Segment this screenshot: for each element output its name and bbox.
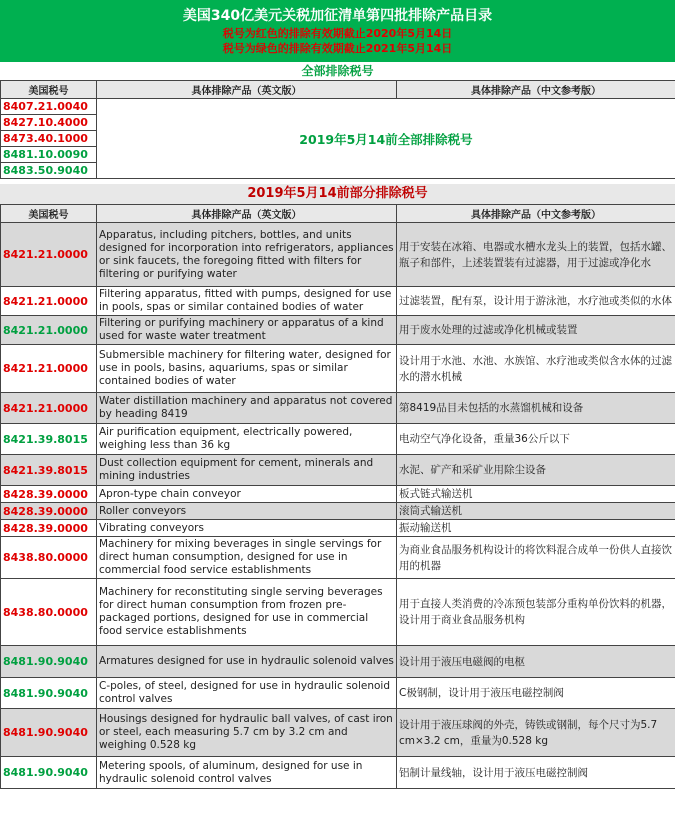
- english-description: Dust collection equipment for cement, minerals and mining industries: [97, 455, 397, 486]
- hs-code: 8438.80.0000: [1, 579, 97, 646]
- section-partial-label: 2019年5月14前部分排除税号: [0, 184, 675, 204]
- table-row: [1, 345, 675, 393]
- hs-code: 8428.39.0000: [1, 503, 97, 520]
- table-row: [1, 424, 675, 455]
- english-description: Machinery for mixing beverages in single servings for direct human consumption, designed for use in commercial food service establishments: [97, 537, 397, 579]
- hs-code: 8421.21.0000: [1, 223, 97, 287]
- chinese-description: C极钢制，设计用于液压电磁控制阀: [397, 678, 675, 709]
- table-row: [1, 455, 675, 486]
- partial-header-row: [1, 205, 675, 223]
- english-description: Apron-type chain conveyor: [97, 486, 397, 503]
- table-row: [1, 223, 675, 287]
- hs-code: 8428.39.0000: [1, 486, 97, 503]
- english-description: Metering spools, of aluminum, designed for use in hydraulic solenoid control valves: [97, 757, 397, 789]
- table-row: [1, 503, 675, 520]
- english-description: Water distillation machinery and apparatus not covered by heading 8419: [97, 393, 397, 424]
- hs-code: 8438.80.0000: [1, 537, 97, 579]
- table-row: [1, 709, 675, 757]
- all-code: 8481.10.0090: [1, 147, 97, 163]
- hs-code: 8421.39.8015: [1, 424, 97, 455]
- all-code: 8427.10.4000: [1, 115, 97, 131]
- chinese-description: 过滤装置，配有泵，设计用于游泳池，水疗池或类似的水体: [397, 287, 675, 316]
- chinese-description: 板式链式输送机: [397, 486, 675, 503]
- chinese-description: 设计用于液压电磁阀的电枢: [397, 646, 675, 678]
- english-description: Air purification equipment, electrically powered, weighing less than 36 kg: [97, 424, 397, 455]
- table-row: [1, 316, 675, 345]
- english-description: Vibrating conveyors: [97, 520, 397, 537]
- hs-code: 8481.90.9040: [1, 709, 97, 757]
- english-description: Filtering or purifying machinery or apparatus of a kind used for waste water treatment: [97, 316, 397, 345]
- chinese-description: 设计用于水池、水池、水族馆、水疗池或类似含水体的过滤水的潜水机械: [397, 345, 675, 393]
- hs-code: 8428.39.0000: [1, 520, 97, 537]
- table-row: [1, 520, 675, 537]
- hs-code: 8421.39.8015: [1, 455, 97, 486]
- col-us-code: 美国税号: [1, 205, 97, 223]
- sheet-title: 美国340亿美元关税加征清单第四批排除产品目录: [182, 8, 493, 24]
- table-row: [1, 287, 675, 316]
- table-row: [1, 757, 675, 789]
- col-chinese: 具体排除产品（中文参考版）: [397, 81, 675, 99]
- table-row: [1, 537, 675, 579]
- all-code: 8473.40.1000: [1, 131, 97, 147]
- table-row: [1, 579, 675, 646]
- col-english: 具体排除产品（英文版）: [97, 81, 397, 99]
- english-description: Submersible machinery for filtering water, designed for use in pools, basins, aquariums, spas or similar contained bodies of water: [97, 345, 397, 393]
- hs-code: 8421.21.0000: [1, 393, 97, 424]
- chinese-description: 水泥、矿产和采矿业用除尘设备: [397, 455, 675, 486]
- col-us-code: 美国税号: [1, 81, 97, 99]
- partial-exclusions-table: [0, 204, 675, 789]
- hs-code: 8421.21.0000: [1, 316, 97, 345]
- english-description: Housings designed for hydraulic ball valves, of cast iron or steel, each measuring 5.7 cm by 3.2 cm and weighing 0.528 kg: [97, 709, 397, 757]
- english-description: Armatures designed for use in hydraulic solenoid valves: [97, 646, 397, 678]
- english-description: Apparatus, including pitchers, bottles, and units designed for incorporation into refrigerators, appliances or sink faucets, the foregoing fitted with filters for filtering or purifying water: [97, 223, 397, 287]
- chinese-description: 用于安装在冰箱、电器或水槽水龙头上的装置，包括水罐、瓶子和部件，上述装置装有过滤器，用于过滤或净化水: [397, 223, 675, 287]
- chinese-description: 滚筒式输送机: [397, 503, 675, 520]
- all-exclusions-table: [0, 80, 675, 179]
- chinese-description: 为商业食品服务机构设计的将饮料混合成单一份供人直接饮用的机器: [397, 537, 675, 579]
- hs-code: 8481.90.9040: [1, 646, 97, 678]
- hs-code: 8481.90.9040: [1, 757, 97, 789]
- english-description: Roller conveyors: [97, 503, 397, 520]
- all-code: 8483.50.9040: [1, 163, 97, 179]
- chinese-description: 铝制计量线轴，设计用于液压电磁控制阀: [397, 757, 675, 789]
- english-description: C-poles, of steel, designed for use in hydraulic solenoid control valves: [97, 678, 397, 709]
- hs-code: 8421.21.0000: [1, 345, 97, 393]
- table-row: [1, 393, 675, 424]
- chinese-description: 用于废水处理的过滤或净化机械或装置: [397, 316, 675, 345]
- title-block: [0, 0, 675, 62]
- all-header-row: [1, 81, 675, 99]
- col-english: 具体排除产品（英文版）: [97, 205, 397, 223]
- table-row: [1, 486, 675, 503]
- table-row: [1, 646, 675, 678]
- english-description: Machinery for reconstituting single serving beverages for direct human consumption from frozen pre-packaged portions, designed for use in commercial food service establishments: [97, 579, 397, 646]
- chinese-description: 第8419品目未包括的水蒸馏机械和设备: [397, 393, 675, 424]
- chinese-description: 用于直接人类消费的冷冻预包装部分重构单份饮料的机器，设计用于商业食品服务机构: [397, 579, 675, 646]
- chinese-description: 电动空气净化设备，重量36公斤以下: [397, 424, 675, 455]
- section-all-label: 全部排除税号: [0, 62, 675, 81]
- hs-code: 8421.21.0000: [1, 287, 97, 316]
- chinese-description: 设计用于液压球阀的外壳，铸铁或钢制，每个尺寸为5.7 cm×3.2 cm，重量为0.528 kg: [397, 709, 675, 757]
- col-chinese: 具体排除产品（中文参考版）: [397, 205, 675, 223]
- all-code: 8407.21.0040: [1, 99, 97, 115]
- english-description: Filtering apparatus, fitted with pumps, designed for use in pools, spas or similar contained bodies of water: [97, 287, 397, 316]
- chinese-description: 振动输送机: [397, 520, 675, 537]
- green-validity-note: 税号为绿色的排除有效期截止2021年5月14日: [222, 42, 453, 55]
- red-validity-note: 税号为红色的排除有效期截止2020年5月14日: [222, 27, 453, 40]
- all-merged-label: 2019年5月14前全部排除税号: [97, 99, 675, 179]
- hs-code: 8481.90.9040: [1, 678, 97, 709]
- table-row: [1, 678, 675, 709]
